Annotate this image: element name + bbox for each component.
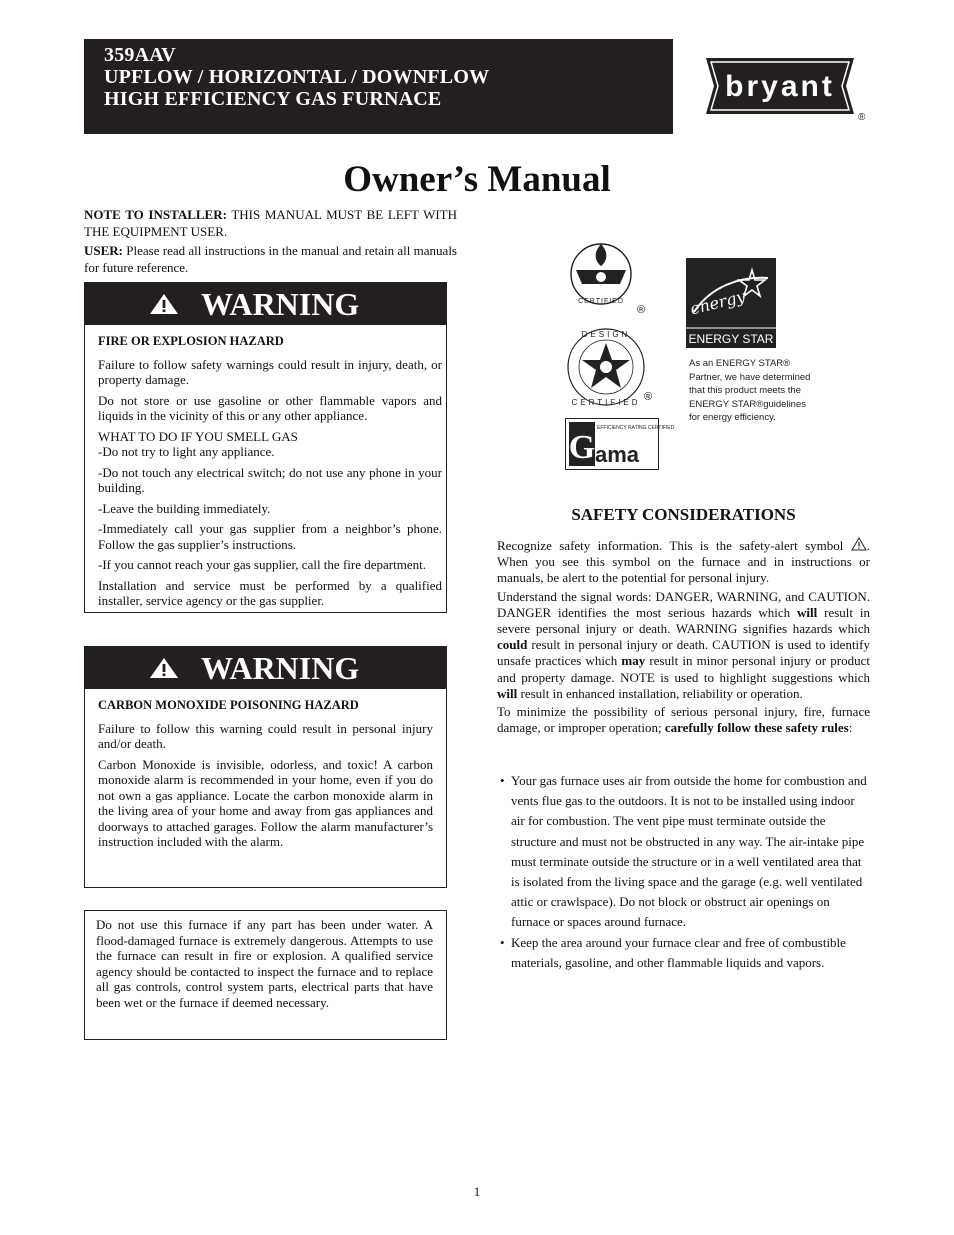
bryant-logo bbox=[700, 54, 860, 118]
design-text: DESIGN bbox=[581, 330, 631, 339]
safety-alert-icon bbox=[851, 537, 867, 551]
logo-text: bryant bbox=[725, 70, 835, 103]
list-item: • Keep the area around your furnace clear and free of combustible materials, gasoline, and other flammable liquids and vapors. bbox=[500, 934, 846, 970]
safety-text: result in minor personal injury or product and property damage. NOTE is used to highlight suggestions which bbox=[497, 653, 871, 685]
list-item: -Do not touch any electrical switch; do not use any phone in your building. bbox=[98, 464, 442, 495]
emphasis: will bbox=[497, 685, 518, 701]
warning-body bbox=[98, 334, 442, 614]
fire-warning-box bbox=[84, 282, 447, 613]
product-line-1: UPFLOW / HORIZONTAL / DOWNFLOW bbox=[104, 66, 490, 88]
warning-paragraph: Failure to follow safety warnings could result in injury, death, or property damage. bbox=[98, 356, 442, 387]
warning-paragraph: Installation and service must be performed by a qualified installer, service agency or the gas supplier. bbox=[98, 577, 442, 608]
safety-text: . When you see this symbol on the furnace and in instructions or manuals, be alert to the potential for personal injury. bbox=[497, 538, 870, 586]
energy-star-label: ENERGY STAR bbox=[688, 332, 774, 346]
warning-triangle-icon bbox=[149, 293, 179, 315]
intro-notes bbox=[84, 207, 457, 279]
product-line-2: HIGH EFFICIENCY GAS FURNACE bbox=[104, 88, 442, 110]
user-label: USER: bbox=[84, 243, 124, 258]
section-title: SAFETY CONSIDERATIONS bbox=[571, 505, 796, 524]
co-warning-box bbox=[84, 646, 447, 888]
smell-gas-title: WHAT TO DO IF YOU SMELL GAS bbox=[98, 428, 298, 444]
emphasis: may bbox=[621, 653, 646, 669]
list-item: -Leave the building immediately. bbox=[98, 500, 271, 516]
flood-notice-text: Do not use this furnace if any part has been under water. A flood-damaged furnace is extremely dangerous. Attempts to use the furnace can result in fire or explosion. A qualified service agency should be contacted to inspect the furnace and to replace all gas controls, control system parts, electrical parts that have been wet or the furnace if deemed necessary. bbox=[96, 917, 433, 1010]
warning-body bbox=[98, 698, 433, 855]
bullet-text: Your gas furnace uses air from outside the home for combustion and vents flue gas to the outdoors. It is not to be installed using indoor air for combustion. The vent pipe must terminate outside the structure and must not be obstructed in any way. The air-intake pipe must terminate outside the structure or in a well ventilated area that is isolated from the living space and the garage (e.g. well ventilated attic or crawlspace). Do not block or obstruct air openings on furnace or spaces around furnace. bbox=[511, 773, 867, 930]
hazard-title: FIRE OR EXPLOSION HAZARD bbox=[98, 334, 284, 348]
registered-mark: ® bbox=[644, 391, 653, 403]
emphasis: could bbox=[497, 637, 528, 653]
warning-paragraph: Do not store or use gasoline or other flammable vapors and liquids in the vicinity of this or any other appliance. bbox=[98, 392, 442, 423]
safety-text: result in severe personal injury or death. WARNING signifies hazards which bbox=[497, 604, 870, 637]
energy-star-logo bbox=[686, 258, 776, 348]
page-number: 1 bbox=[473, 1184, 481, 1199]
warning-paragraph: Failure to follow this warning could result in personal injury and/or death. bbox=[98, 720, 433, 751]
safety-text: result in enhanced installation, reliability or operation. bbox=[517, 685, 803, 701]
design-certified-seal bbox=[564, 322, 664, 412]
safety-text: Understand the signal words: DANGER, WARNING, and CAUTION. DANGER identifies the most serious hazards which bbox=[497, 588, 870, 620]
bullet-text: Keep the area around your furnace clear and free of combustible materials, gasoline, and other flammable liquids and vapors. bbox=[511, 934, 846, 970]
csa-certified-text: CERTIFIED bbox=[578, 298, 624, 305]
hazard-title: CARBON MONOXIDE POISONING HAZARD bbox=[98, 698, 359, 712]
warning-paragraph: Carbon Monoxide is invisible, odorless, and toxic! A carbon monoxide alarm is recommended in your home, even if you do not own a gas appliance. Locate the carbon monoxide alarm in the living area of your home and away from gas appliances and doorways to attached garages. Follow the alarm manufacturer’s instruction included with the alarm. bbox=[98, 756, 433, 849]
user-text: Please read all instructions in the manual and retain all manuals for future reference. bbox=[84, 243, 457, 275]
gama-text: ama bbox=[595, 442, 640, 467]
energy-star-note: As an ENERGY STAR® Partner, we have determined that this product meets the ENERGY STAR®guidelines for energy efficiency. bbox=[689, 358, 811, 423]
csa-certified-seal bbox=[556, 230, 656, 318]
safety-bullets bbox=[497, 771, 870, 973]
list-item: • Your gas furnace uses air from outside the home for combustion and vents flue gas to the outdoors. It is not to be installed using indoor air for combustion. The vent pipe must terminate outside the structure and must not be obstructed in any way. The air-intake pipe must terminate outside the structure or in a well ventilated area that is isolated from the living space and the garage (e.g. well ventilated attic or crawlspace). Do not block or obstruct air openings on furnace or spaces around furnace. bbox=[500, 773, 867, 930]
page-title: Owner’s Manual bbox=[343, 159, 611, 200]
safety-text: To minimize the possibility of serious personal injury, fire, furnace damage, or improper operation; bbox=[497, 704, 870, 736]
gama-logo bbox=[565, 418, 675, 470]
emphasis: carefully follow these safety rules bbox=[664, 720, 849, 736]
safety-text: : bbox=[848, 720, 853, 736]
logo-registered-mark: ® bbox=[858, 112, 866, 123]
list-item: -Immediately call your gas supplier from a neighbor’s phone. Follow the gas supplier’s instructions. bbox=[98, 521, 442, 552]
model-number: 359AAV bbox=[104, 44, 176, 66]
warning-heading: WARNING bbox=[201, 286, 360, 322]
installer-label: NOTE TO INSTALLER: bbox=[84, 207, 227, 222]
installer-text: THIS MANUAL MUST BE LEFT WITH THE EQUIPMENT USER. bbox=[84, 207, 457, 239]
safety-body bbox=[497, 537, 870, 738]
svg-text:G: G bbox=[568, 429, 596, 466]
list-item: -If you cannot reach your gas supplier, call the fire department. bbox=[98, 557, 426, 572]
design-certified-text: CERTIFIED bbox=[571, 398, 641, 407]
safety-text: result in personal injury or death. CAUTION is used to identify unsafe practices which bbox=[497, 637, 870, 669]
warning-heading: WARNING bbox=[201, 650, 360, 686]
safety-text: Recognize safety information. This is the safety-alert symbol bbox=[497, 538, 851, 553]
list-item: -Do not try to light any appliance. bbox=[98, 444, 275, 459]
energy-script-text: energy bbox=[688, 286, 748, 319]
warning-header bbox=[85, 283, 446, 325]
gama-small-text: EFFICIENCY RATING CERTIFIED bbox=[597, 425, 675, 431]
emphasis: will bbox=[797, 604, 818, 620]
flood-notice-box bbox=[84, 910, 447, 1040]
registered-mark: ® bbox=[637, 304, 646, 316]
header-bar bbox=[84, 39, 673, 134]
warning-triangle-icon bbox=[149, 657, 179, 679]
warning-header bbox=[85, 647, 446, 689]
